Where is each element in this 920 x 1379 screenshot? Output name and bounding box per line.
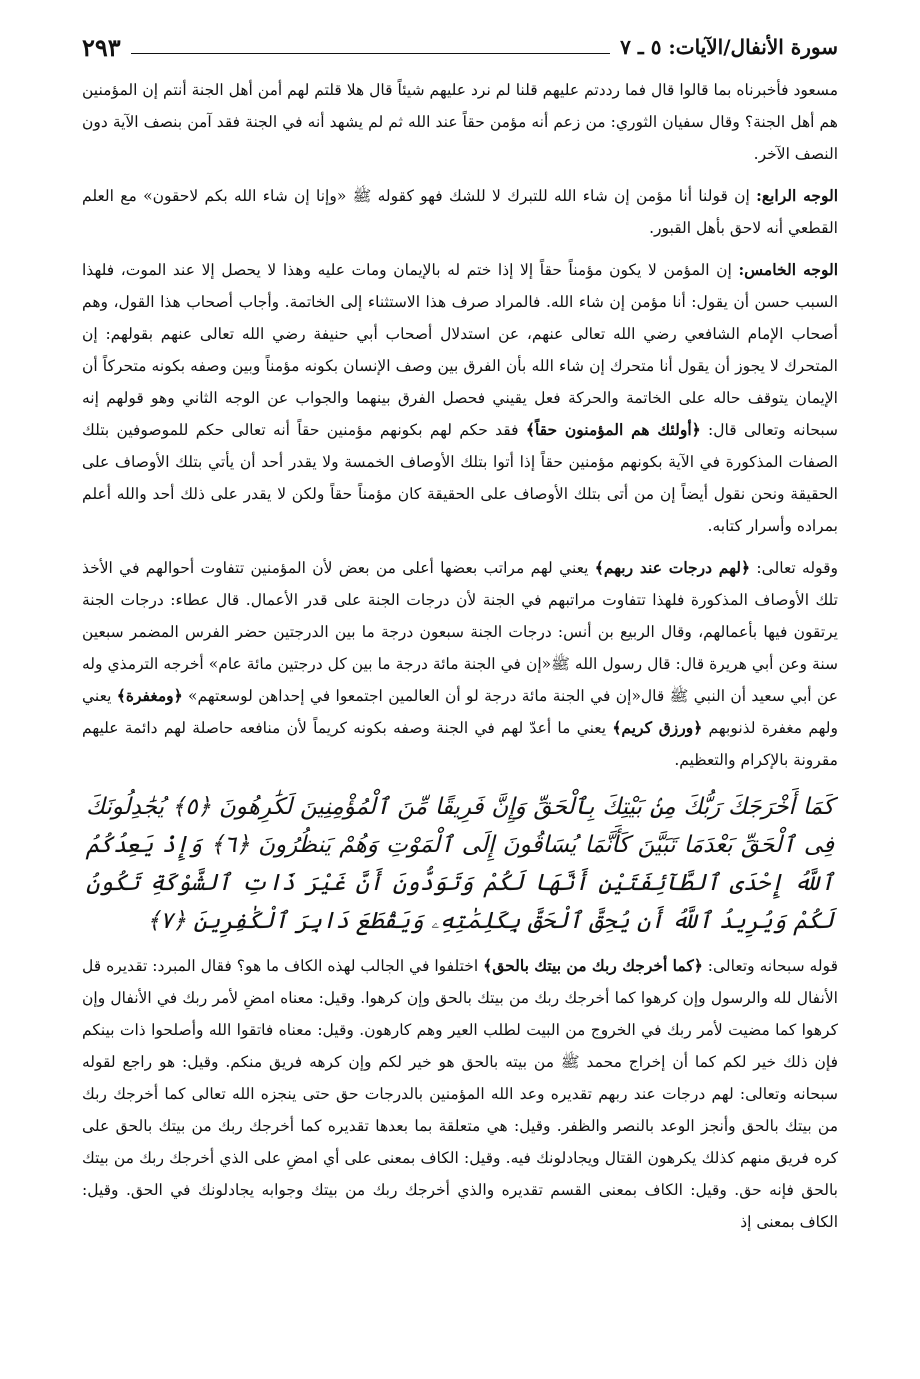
paragraph-text: يعني ما أعدّ لهم في الجنة وصفه بكونه كريماً لأن منافعه حاصلة لهم دائمة عليهم مقرونة بالإكرام والتعظيم. bbox=[82, 719, 838, 769]
paragraph-degrees bbox=[82, 552, 838, 776]
page-number: ٢٩٣ bbox=[82, 32, 121, 62]
quranic-quote: ﴿ورزق كريم﴾ bbox=[612, 718, 703, 737]
paragraph-text: قوله سبحانه وتعالى: bbox=[702, 957, 838, 975]
paragraph-text: اختلفوا في الجالب لهذه الكاف ما هو؟ فقال المبرد: تقديره قل الأنفال لله والرسول وإن كرهوا كما أخرجك ربك من بيتك بالحق وإن كرهوا. وقيل: معناه امضِ لأمر ربك في الأنفال وإن كرهوا كما مضيت لأمر ربك في الخروج من البيت لطلب العير وهم كارهون. وقيل: معناه فاتقوا الله وأصلحوا ذات بينكم فإن ذلك خير لكم كما أن إخراج محمد ﷺ من بيته بالحق هو خير لكم وإن كرهه فريق منكم. وقيل: هو راجع لقوله سبحانه وتعالى: لهم درجات عند ربهم تقديره وعد الله المؤمنين بالدرجات حق حتى ينجزه الله تعالى كما أخرجك ربك من بيتك بالحق وأنجز الوعد بالنصر والظفر. وقيل: هي متعلقة بما بعدها تقديره كما أخرجك ربك من بيتك بالحق على كره فريق منهم كذلك يكرهون القتال ويجادلونك فيه. وقيل: الكاف بمعنى على أي امضِ على الذي أخرجك ربك من بيتك بالحق فإنه حق. وقيل: الكاف بمعنى القسم تقديره والذي أخرجك ربك من بيتك وجوابه يجادلونك في الحق. وقيل: الكاف بمعنى إذ bbox=[82, 957, 838, 1231]
paragraph-lead: الوجه الرابع: bbox=[756, 186, 838, 205]
paragraph-text: فقد حكم لهم بكونهم مؤمنين حقاً أنه تعالى حكم للموصوفين بتلك الصفات المذكورة في الآية بكونهم مؤمنين حقاً إذا أتوا بتلك الأوصاف الخمسة ولا يقدر أحد أن يأتي بتلك الأوصاف على الحقيقة ونحن نقول أيضاً إن من أتى بتلك الأوصاف على الحقيقة كان مؤمناً حقاً ولكن لا يقدر على ذلك أحد والله أعلم بمراده وأسرار كتابه. bbox=[82, 421, 838, 535]
quranic-quote: ﴿ومغفرة﴾ bbox=[116, 686, 183, 705]
paragraph-fifth-aspect bbox=[82, 254, 838, 542]
header-rule bbox=[131, 41, 610, 54]
quranic-quote: ﴿لهم درجات عند ربهم﴾ bbox=[594, 558, 751, 577]
quranic-quote: ﴿كما أخرجك ربك من بيتك بالحق﴾ bbox=[483, 956, 703, 975]
book-page bbox=[82, 30, 838, 1350]
paragraph-text: يعني ولهم مغفرة لذنوبهم bbox=[82, 687, 838, 737]
quranic-quote: ﴿أولئك هم المؤمنون حقاً﴾ bbox=[525, 420, 701, 439]
quran-verses: كَمَا أَخْرَجَكَ رَبُّكَ مِنۢ بَيْتِكَ بِٱلْحَقِّ وَإِنَّ فَرِيقًا مِّنَ ٱلْمُؤْمِنِينَ لَكَٰرِهُونَ ﴿٥﴾ يُجَٰدِلُونَكَ فِى ٱلْحَقِّ بَعْدَمَا تَبَيَّنَ كَأَنَّمَا يُسَاقُونَ إِلَى ٱلْمَوْتِ وَهُمْ يَنظُرُونَ ﴿٦﴾ وَإِذْ يَعِدُكُمُ ٱللَّهُ إِحْدَى ٱلطَّآئِفَتَيْنِ أَنَّهَا لَكُمْ وَتَوَدُّونَ أَنَّ غَيْرَ ذَاتِ ٱلشَّوْكَةِ تَكُونُ لَكُمْ وَيُرِيدُ ٱللَّهُ أَن يُحِقَّ ٱلْحَقَّ بِكَلِمَٰتِهِۦ وَيَقْطَعَ دَابِرَ ٱلْكَٰفِرِينَ ﴿٧﴾ bbox=[86, 794, 834, 934]
paragraph-text: وقوله تعالى: bbox=[750, 559, 838, 577]
paragraph-1: مسعود فأخبرناه بما قالوا قال فما رددتم عليهم قلنا لم نرد عليهم شيئاً قال هلا قلتم لهم أمن أهل الجنة أنتم إن المؤمنين هم أهل الجنة؟ وقال سفيان الثوري: من زعم أنه مؤمن حقاً عند الله ثم لم يشهد أنه في الجنة فقد آمن بنصف الآية دون النصف الآخر. bbox=[82, 81, 838, 163]
paragraph-text: يعني لهم مراتب بعضها أعلى من بعض لأن المؤمنين تتفاوت أحوالهم في الأخذ تلك الأوصاف المذكورة فلهذا تتفاوت مراتبهم في الجنة لأن درجات الجنة على قدر الأعمال. قال عطاء: درجات الجنة يرتقون فيها بأعمالهم، وقال الربيع بن أنس: درجات الجنة سبعون درجة ما بين الدرجتين حضر الفرس المضمر سبعين سنة وعن أبي هريرة قال: قال رسول الله ﷺ«إن في الجنة مائة درجة ما بين كل درجتين مائة عام» أخرجه الترمذي وله عن أبي سعيد أن النبي ﷺ قال«إن في الجنة مائة درجة لو أن العالمين اجتمعوا في إحداهن لوسعتهم» bbox=[82, 559, 838, 705]
paragraph-lead: الوجه الخامس: bbox=[738, 260, 838, 279]
surah-title: سورة الأنفال/الآيات: ٥ ـ ٧ bbox=[620, 35, 838, 59]
page-header bbox=[82, 30, 838, 64]
paragraph-text: إن قولنا أنا مؤمن إن شاء الله للتبرك لا للشك فهو كقوله ﷺ «وإنا إن شاء الله بكم لاحقون» مع العلم القطعي أنه لاحق بأهل القبور. bbox=[82, 187, 838, 237]
paragraph-fourth-aspect bbox=[82, 180, 838, 244]
paragraph-text: إن المؤمن لا يكون مؤمناً حقاً إلا إذا ختم له بالإيمان ومات عليه وهذا لا يحصل إلا عند الموت، فلهذا السبب حسن أن يقول: أنا مؤمن إن شاء الله. فالمراد صرف هذا الاستثناء إلى الخاتمة. وأجاب أصحاب هذا القول، وهم أصحاب الإمام الشافعي رضي الله تعالى عنهم، عن استدلال أصحاب أبي حنيفة رضي الله تعالى عنهم بقولهم: إن المتحرك لا يجوز أن يقول أنا متحرك إن شاء الله بأن الفرق بين وصف الإنسان بكونه مؤمناً وبين وصفه بكونه متحركاً أن الإيمان يتوقف حاله على الخاتمة والحركة فعل يقيني فحصل الفرق بينهما والجواب عن الوجه الثاني وهو قولهم إنه سبحانه وتعالى قال: bbox=[82, 261, 838, 439]
paragraph-commentary bbox=[82, 950, 838, 1238]
